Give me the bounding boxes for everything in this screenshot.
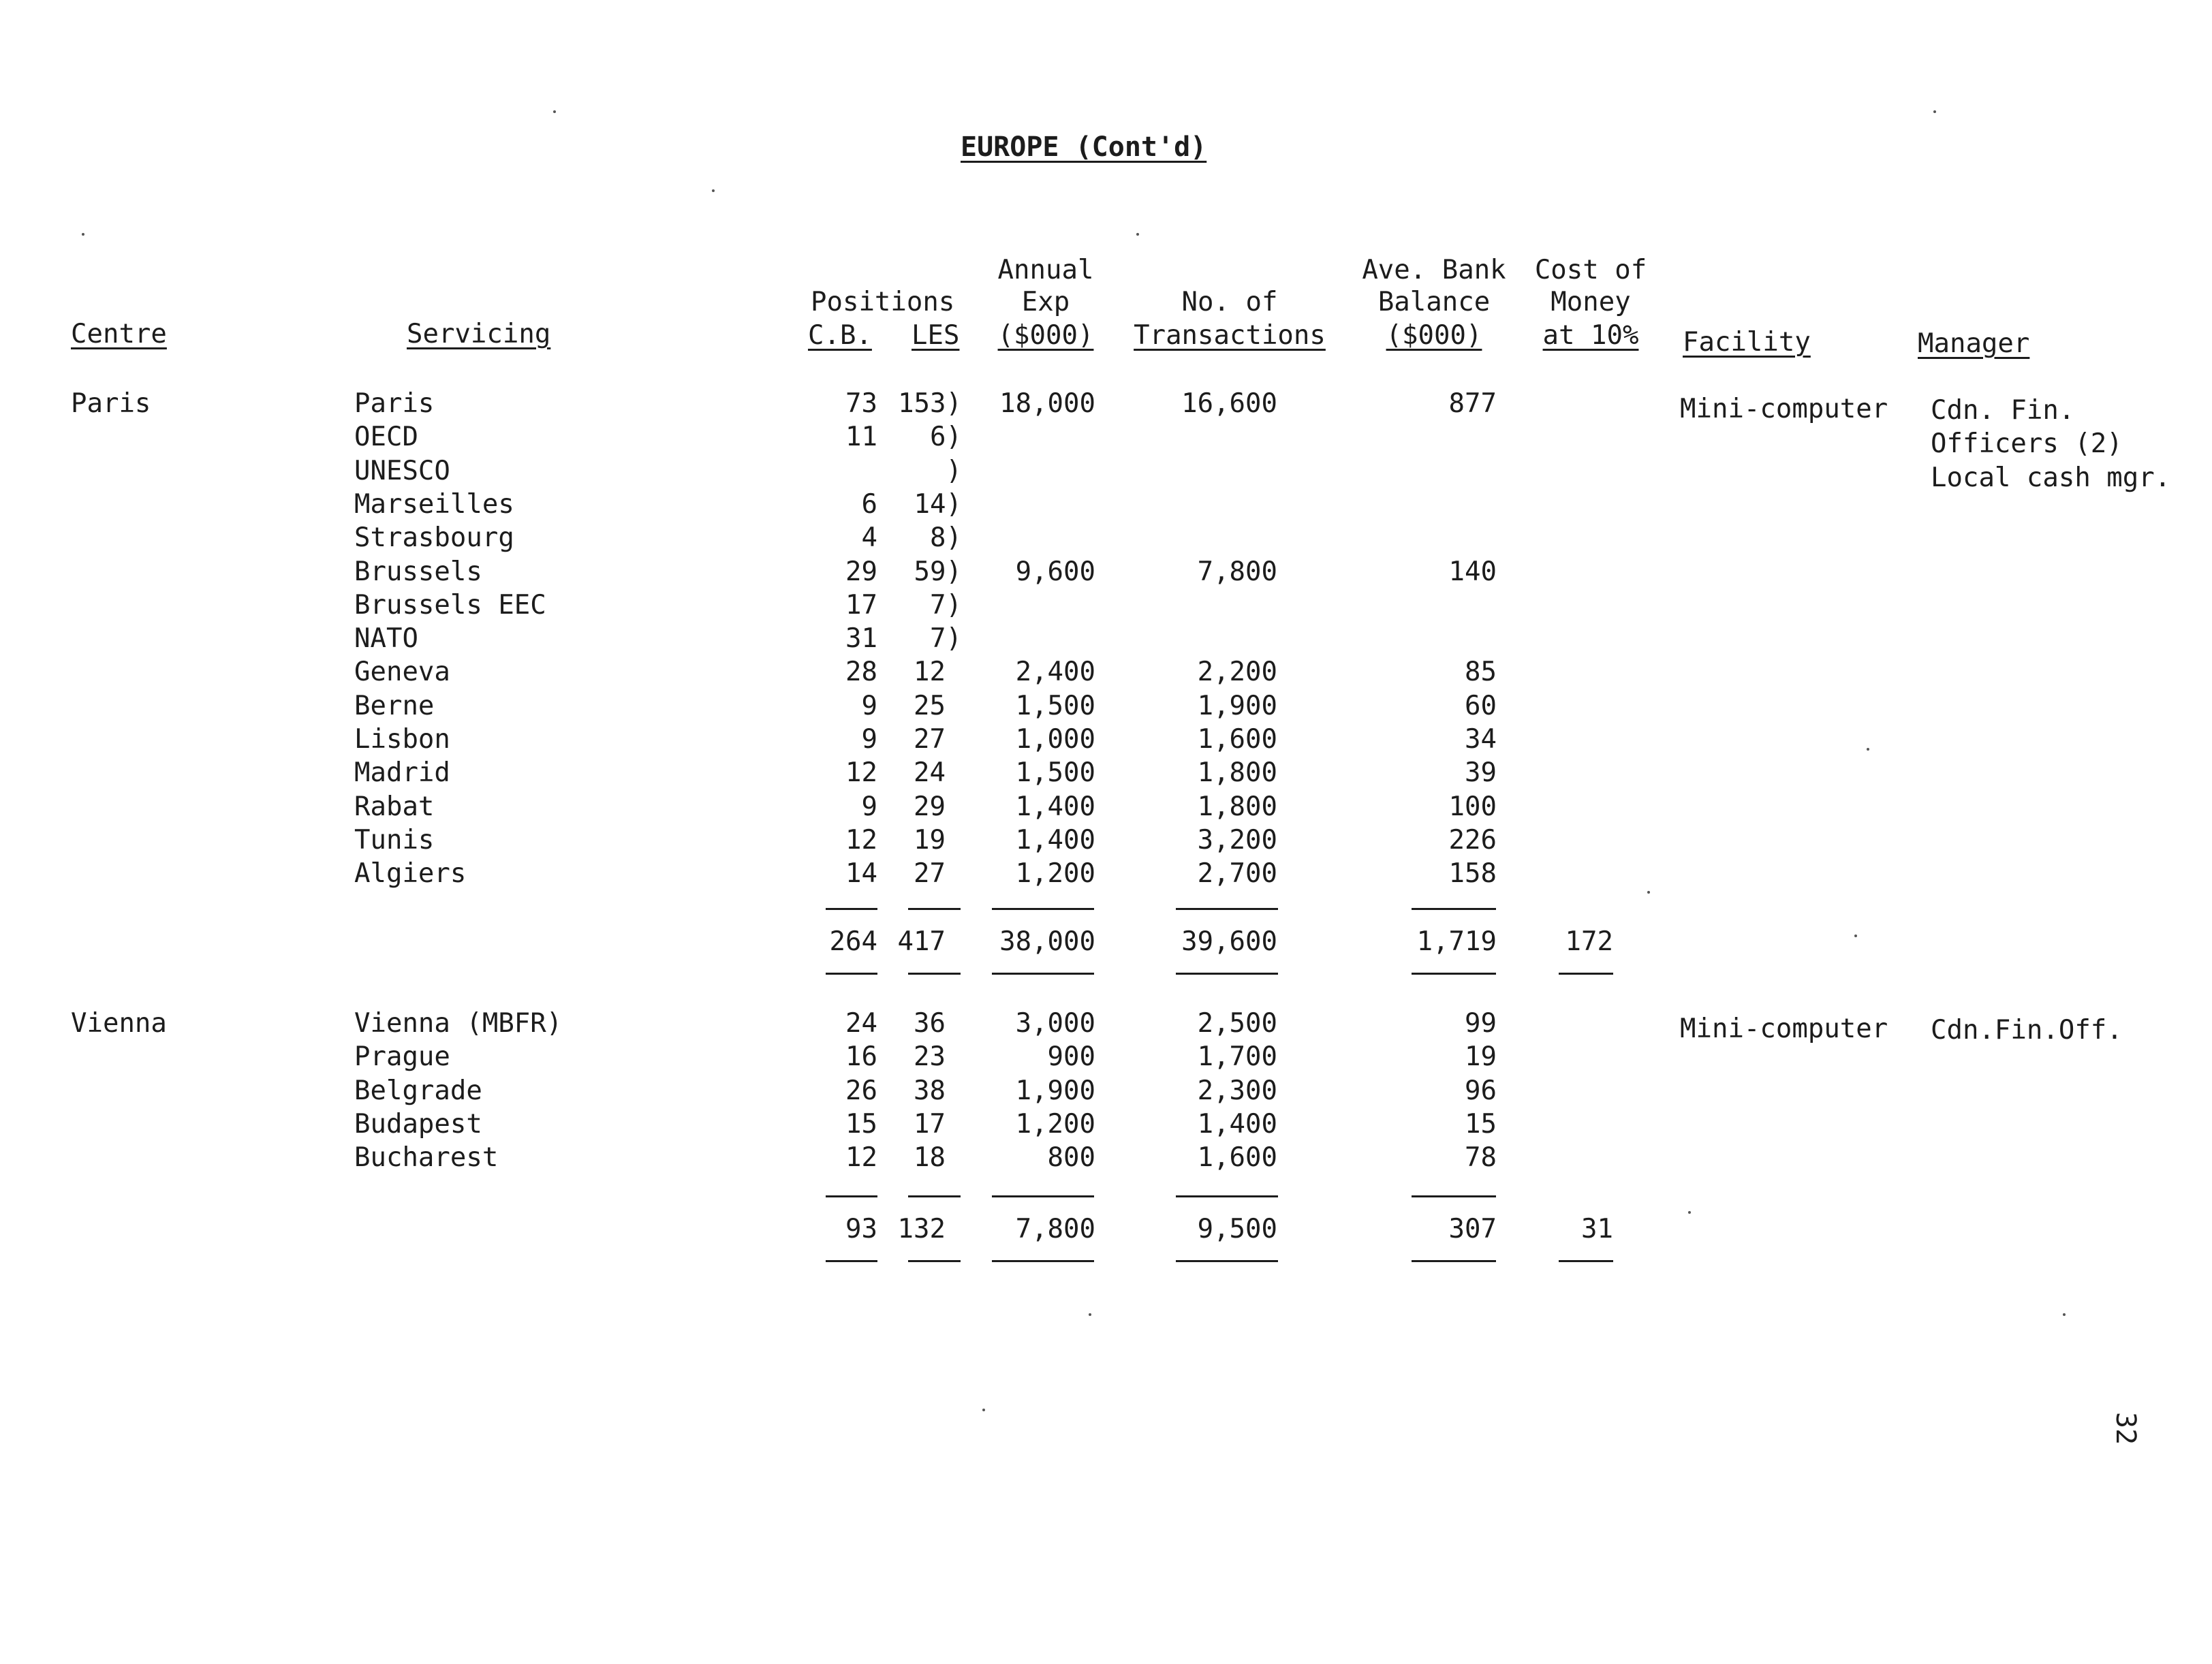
page-title: EUROPE (Cont'd)	[961, 131, 1207, 163]
balance-cell: 140	[1448, 556, 1497, 587]
cb-cell: 12	[845, 824, 877, 855]
header-facility: Facility	[1683, 327, 1811, 358]
rule-below-total	[1412, 1260, 1496, 1262]
cb-cell: 12	[845, 757, 877, 789]
scan-speck	[1647, 891, 1650, 894]
header-annual-line1: Annual	[997, 255, 1094, 285]
servicing-cell: Rabat	[354, 791, 435, 822]
balance-cell: 877	[1448, 388, 1497, 419]
trans-cell: 1,800	[1197, 791, 1277, 822]
servicing-cell: Brussels EEC	[354, 589, 546, 621]
les-cell: 6)	[930, 422, 962, 453]
cb-cell: 17	[845, 589, 877, 621]
balance-cell: 19	[1465, 1041, 1497, 1073]
les-cell: 25	[914, 690, 946, 721]
trans-cell: 3,200	[1197, 824, 1277, 855]
les-cell: 23	[914, 1041, 946, 1073]
rule-below-total	[826, 973, 877, 975]
manager-line: Officers (2)	[1931, 428, 2123, 460]
header-servicing: Servicing	[407, 319, 551, 349]
rule-above-total	[1176, 1195, 1278, 1197]
annual-cell: 1,000	[1015, 724, 1095, 755]
servicing-cell: Algiers	[354, 858, 467, 890]
les-cell: 153)	[898, 388, 962, 419]
les-cell: )	[946, 455, 962, 486]
manager-line: Cdn.Fin.Off.	[1931, 1015, 2123, 1046]
rule-above-total	[826, 908, 877, 910]
total-balance: 1,719	[1416, 926, 1497, 957]
servicing-cell: Prague	[354, 1041, 450, 1073]
cb-cell: 16	[845, 1041, 877, 1073]
les-cell: 14)	[914, 488, 962, 520]
cb-cell: 9	[861, 791, 877, 822]
servicing-cell: Vienna (MBFR)	[354, 1008, 563, 1039]
scan-speck	[1854, 935, 1857, 937]
header-cost-line1: Cost of	[1534, 255, 1647, 285]
header-balance-line2: Balance	[1377, 287, 1491, 317]
centre-label: Vienna	[71, 1008, 167, 1039]
annual-cell: 900	[1047, 1041, 1095, 1073]
trans-cell: 7,800	[1197, 556, 1277, 587]
header-positions: Positions	[811, 287, 955, 317]
cb-cell: 26	[845, 1075, 877, 1106]
total-annual: 38,000	[999, 926, 1095, 957]
rule-below-total	[992, 973, 1094, 975]
trans-cell: 2,700	[1197, 858, 1277, 890]
header-transactions-line1: No. of	[1181, 287, 1278, 317]
rule-below-total	[1176, 973, 1278, 975]
annual-cell: 9,600	[1015, 556, 1095, 587]
annual-cell: 1,200	[1015, 858, 1095, 890]
header-balance-line3: ($000)	[1386, 320, 1482, 351]
servicing-cell: Geneva	[354, 657, 450, 688]
trans-cell: 1,800	[1197, 757, 1277, 789]
scan-speck	[553, 110, 556, 113]
cb-cell: 15	[845, 1108, 877, 1140]
balance-cell: 78	[1465, 1142, 1497, 1174]
header-manager: Manager	[1918, 328, 2030, 359]
total-trans: 39,600	[1181, 926, 1277, 957]
trans-cell: 1,600	[1197, 1142, 1277, 1174]
les-cell: 7)	[930, 589, 962, 621]
rule-above-total	[1412, 1195, 1496, 1197]
total-balance: 307	[1448, 1214, 1497, 1244]
rule-above-total	[1176, 908, 1278, 910]
cb-cell: 6	[861, 488, 877, 520]
rule-below-total	[1412, 973, 1496, 975]
les-cell: 18	[914, 1142, 946, 1174]
header-les: LES	[912, 320, 960, 351]
servicing-cell: Paris	[354, 388, 435, 419]
total-cost: 172	[1565, 926, 1613, 957]
cb-cell: 14	[845, 858, 877, 890]
rule-below-total	[908, 1260, 961, 1262]
les-cell: 19	[914, 824, 946, 855]
scan-speck	[2063, 1313, 2066, 1316]
balance-cell: 34	[1465, 724, 1497, 755]
header-transactions-line2: Transactions	[1134, 320, 1326, 351]
header-cost-line3: at 10%	[1542, 320, 1639, 351]
cb-cell: 28	[845, 657, 877, 688]
trans-cell: 1,700	[1197, 1041, 1277, 1073]
servicing-cell: Lisbon	[354, 724, 450, 755]
cb-cell: 73	[845, 388, 877, 419]
cb-cell: 9	[861, 690, 877, 721]
les-cell: 27	[914, 724, 946, 755]
annual-cell: 1,200	[1015, 1108, 1095, 1140]
cb-cell: 12	[845, 1142, 877, 1174]
facility-value: Mini-computer	[1680, 394, 1888, 424]
cb-cell: 29	[845, 556, 877, 587]
total-cb: 93	[845, 1214, 877, 1244]
les-cell: 17	[914, 1108, 946, 1140]
header-annual-line2: Exp	[1021, 287, 1070, 317]
annual-cell: 1,400	[1015, 791, 1095, 822]
servicing-cell: Tunis	[354, 824, 435, 855]
les-cell: 38	[914, 1075, 946, 1106]
header-cost-line2: Money	[1551, 287, 1631, 317]
rule-above-total	[908, 1195, 961, 1197]
total-cost: 31	[1581, 1214, 1613, 1244]
scan-speck	[1089, 1313, 1091, 1316]
balance-cell: 15	[1465, 1108, 1497, 1140]
servicing-cell: OECD	[354, 422, 418, 453]
rule-below-total	[992, 1260, 1094, 1262]
rule-above-total	[1412, 908, 1496, 910]
page-number: 32	[2110, 1412, 2141, 1445]
cb-cell: 4	[861, 522, 877, 554]
balance-cell: 99	[1465, 1008, 1497, 1039]
header-balance-line1: Ave. Bank	[1362, 255, 1506, 285]
annual-cell: 800	[1047, 1142, 1095, 1174]
scan-speck	[1688, 1211, 1691, 1214]
manager-line: Local cash mgr.	[1931, 462, 2171, 493]
balance-cell: 39	[1465, 757, 1497, 789]
annual-cell: 3,000	[1015, 1008, 1095, 1039]
header-cb: C.B.	[808, 320, 872, 351]
annual-cell: 18,000	[999, 388, 1095, 419]
cb-cell: 11	[845, 422, 877, 453]
servicing-cell: Madrid	[354, 757, 450, 789]
annual-cell: 1,500	[1015, 690, 1095, 721]
trans-cell: 2,200	[1197, 657, 1277, 688]
annual-cell: 1,900	[1015, 1075, 1095, 1106]
servicing-cell: Brussels	[354, 556, 482, 587]
servicing-cell: NATO	[354, 623, 418, 655]
rule-above-total	[908, 908, 961, 910]
servicing-cell: Budapest	[354, 1108, 482, 1140]
servicing-cell: Strasbourg	[354, 522, 514, 554]
les-cell: 24	[914, 757, 946, 789]
header-centre: Centre	[71, 319, 167, 349]
rule-below-total	[908, 973, 961, 975]
balance-cell: 226	[1448, 824, 1497, 855]
trans-cell: 2,500	[1197, 1008, 1277, 1039]
balance-cell: 158	[1448, 858, 1497, 890]
trans-cell: 2,300	[1197, 1075, 1277, 1106]
rule-below-total	[1559, 973, 1613, 975]
servicing-cell: Bucharest	[354, 1142, 499, 1174]
cb-cell: 31	[845, 623, 877, 655]
trans-cell: 1,900	[1197, 690, 1277, 721]
balance-cell: 96	[1465, 1075, 1497, 1106]
rule-above-total	[992, 1195, 1094, 1197]
les-cell: 29	[914, 791, 946, 822]
les-cell: 59)	[914, 556, 962, 587]
scan-speck	[712, 189, 715, 192]
scan-speck	[1933, 110, 1936, 113]
les-cell: 27	[914, 858, 946, 890]
balance-cell: 85	[1465, 657, 1497, 688]
rule-below-total	[826, 1260, 877, 1262]
balance-cell: 100	[1448, 791, 1497, 822]
trans-cell: 16,600	[1181, 388, 1277, 419]
rule-below-total	[1176, 1260, 1278, 1262]
centre-label: Paris	[71, 388, 151, 419]
total-les: 417	[897, 926, 946, 957]
rule-above-total	[826, 1195, 877, 1197]
total-cb: 264	[829, 926, 877, 957]
rule-above-total	[992, 908, 1094, 910]
total-les: 132	[897, 1214, 946, 1244]
annual-cell: 1,500	[1015, 757, 1095, 789]
les-cell: 7)	[930, 623, 962, 655]
balance-cell: 60	[1465, 690, 1497, 721]
servicing-cell: Marseilles	[354, 488, 514, 520]
cb-cell: 24	[845, 1008, 877, 1039]
annual-cell: 1,400	[1015, 824, 1095, 855]
total-trans: 9,500	[1197, 1214, 1277, 1244]
servicing-cell: UNESCO	[354, 455, 450, 486]
scan-speck	[1136, 233, 1139, 236]
les-cell: 8)	[930, 522, 962, 554]
scan-speck	[982, 1409, 985, 1411]
servicing-cell: Berne	[354, 690, 435, 721]
annual-cell: 2,400	[1015, 657, 1095, 688]
servicing-cell: Belgrade	[354, 1075, 482, 1106]
scan-speck	[82, 233, 84, 236]
les-cell: 12	[914, 657, 946, 688]
cb-cell: 9	[861, 724, 877, 755]
rule-below-total	[1559, 1260, 1613, 1262]
manager-line: Cdn. Fin.	[1931, 395, 2075, 426]
scan-speck	[1867, 748, 1869, 751]
total-annual: 7,800	[1015, 1214, 1095, 1244]
header-annual-line3: ($000)	[997, 320, 1094, 351]
trans-cell: 1,400	[1197, 1108, 1277, 1140]
trans-cell: 1,600	[1197, 724, 1277, 755]
facility-value: Mini-computer	[1680, 1014, 1888, 1044]
les-cell: 36	[914, 1008, 946, 1039]
